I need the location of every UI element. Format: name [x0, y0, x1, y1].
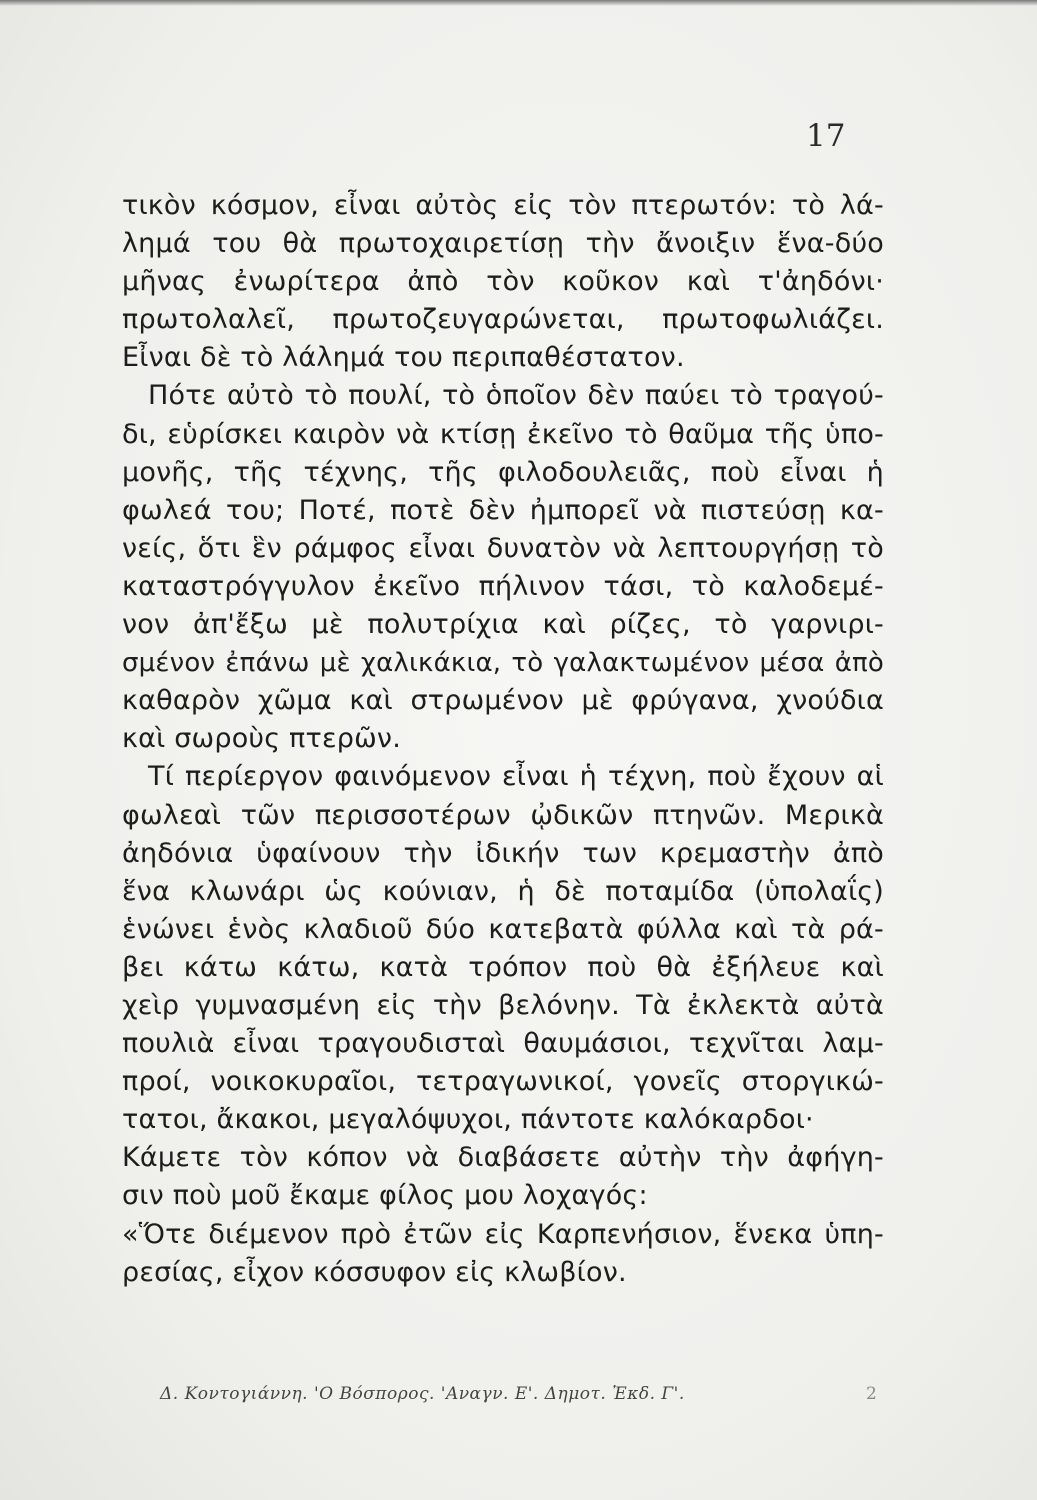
text-line: ἕνα κλωνάρι ὡς κούνιαν, ἡ δὲ ποταμίδα (ὑπολαΐς) [122, 875, 884, 907]
text-line: φωλεαὶ τῶν περισσοτέρων ᾠδικῶν πτηνῶν. Μερικὰ [122, 799, 884, 831]
text-line: καταστρόγγυλον ἐκεῖνο πήλινον τάσι, τὸ καλοδεμέ- [122, 570, 884, 602]
text-line: Κάμετε τὸν κόπον νὰ διαβάσετε αὐτὴν τὴν ἀφήγη- [122, 1142, 884, 1174]
footer-citation: Δ. Κοντογιάννη. 'Ο Βόσπορος. 'Αναγν. Ε'. Δημοτ. Ἐκδ. Γ'. [160, 1384, 685, 1404]
text-line: σιν ποὺ μοῦ ἔκαμε φίλος μου λοχαγός: [122, 1180, 648, 1212]
text-line: «Ὅτε διέμενον πρὸ ἐτῶν εἰς Καρπενήσιον, ἕνεκα ὑπη- [122, 1218, 884, 1250]
text-line: Τί περίεργον φαινόμενον εἶναι ἡ τέχνη, ποὺ ἔχουν αἱ [148, 761, 884, 793]
signature-mark: 2 [866, 1384, 877, 1404]
text-line: λημά του θὰ πρωτοχαιρετίσῃ τὴν ἄνοιξιν ἕνα-δύο [122, 228, 884, 260]
text-line: μῆνας ἐνωρίτερα ἀπὸ τὸν κοῦκον καὶ τ'ἀηδόνι· [122, 266, 884, 298]
text-line: νον ἀπ'ἔξω μὲ πολυτρίχια καὶ ρίζες, τὸ γαρνιρι- [122, 609, 884, 641]
text-line: προί, νοικοκυραῖοι, τετραγωνικοί, γονεῖς στοργικώ- [122, 1066, 884, 1098]
page-top-edge-shadow [0, 0, 1037, 6]
text-line: βει κάτω κάτω, κατὰ τρόπον ποὺ θὰ ἐξήλευε καὶ [122, 951, 884, 983]
text-line: φωλεά του; Ποτέ, ποτὲ δὲν ἠμπορεῖ νὰ πιστεύσῃ κα- [122, 494, 884, 526]
text-line: σμένον ἐπάνω μὲ χαλικάκια, τὸ γαλακτωμένον μέσα ἀπὸ [122, 648, 884, 679]
text-line: Εἶναι δὲ τὸ λάλημά του περιπαθέστατον. [122, 342, 685, 374]
text-line: νείς, ὅτι ἓν ράμφος εἶναι δυνατὸν νὰ λεπτουργήσῃ τὸ [122, 532, 884, 564]
text-line: τατοι, ἄκακοι, μεγαλόψυχοι, πάντοτε καλόκαρδοι· [122, 1104, 814, 1136]
text-line: Πότε αὐτὸ τὸ πουλί, τὸ ὁποῖον δὲν παύει τὸ τραγού- [148, 380, 884, 412]
text-line: πουλιὰ εἶναι τραγουδισταὶ θαυμάσιοι, τεχνῖται λαμ- [122, 1028, 884, 1060]
page-number: 17 [806, 118, 846, 154]
text-line: ἑνώνει ἑνὸς κλαδιοῦ δύο κατεβατὰ φύλλα καὶ τὰ ρά- [122, 913, 884, 945]
body-text [122, 187, 884, 1292]
text-line: χεὶρ γυμνασμένη εἰς τὴν βελόνην. Τὰ ἐκλεκτὰ αὐτὰ [122, 989, 884, 1021]
text-line: ρεσίας, εἶχον κόσσυφον εἰς κλωβίον. [122, 1256, 627, 1288]
text-line: μονῆς, τῆς τέχνης, τῆς φιλοδουλειᾶς, ποὺ εἶναι ἡ [122, 456, 884, 488]
text-line: πρωτολαλεῖ, πρωτοζευγαρώνεται, πρωτοφωλιάζει. [122, 304, 884, 336]
text-line: καὶ σωροὺς πτερῶν. [122, 723, 401, 755]
text-line: ἀηδόνια ὑφαίνουν τὴν ἰδικήν των κρεμαστὴν ἀπὸ [122, 837, 884, 869]
text-line: δι, εὑρίσκει καιρὸν νὰ κτίσῃ ἐκεῖνο τὸ θαῦμα τῆς ὑπο- [122, 418, 884, 450]
text-line: τικὸν κόσμον, εἶναι αὐτὸς εἰς τὸν πτερωτόν: τὸ λά- [122, 190, 884, 221]
text-line: καθαρὸν χῶμα καὶ στρωμένον μὲ φρύγανα, χνούδια [122, 685, 884, 717]
